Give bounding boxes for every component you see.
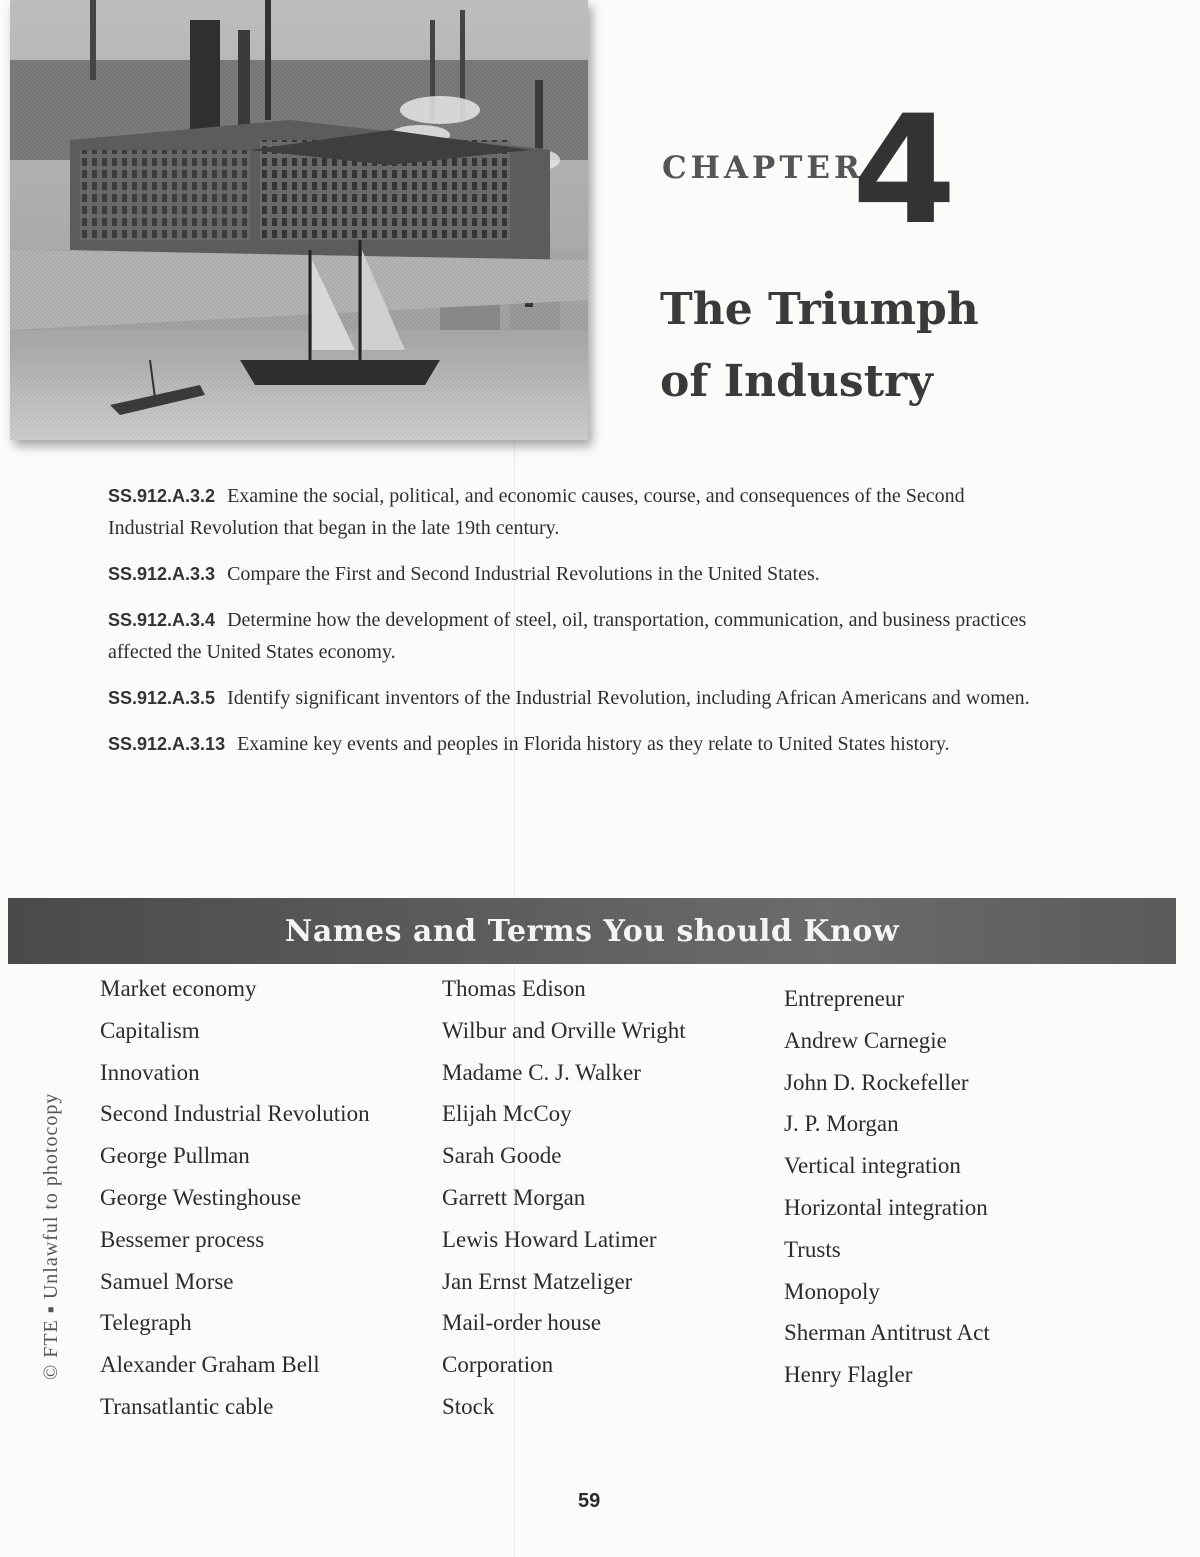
chapter-title [660,274,979,418]
page-number: 59 [578,1490,601,1512]
term-item: Entrepreneur [784,986,905,1011]
term-item: Thomas Edison [442,976,586,1001]
standard-code: SS.912.A.3.13 [108,734,226,754]
term-item: Stock [442,1393,495,1419]
term-item: Samuel Morse [100,1268,234,1294]
standard-item [108,558,1043,590]
term-item: Horizontal integration [784,1194,988,1220]
term-item: Transatlantic cable [100,1393,274,1419]
term-item: Vertical integration [784,1153,961,1179]
term-item: Alexander Graham Bell [100,1352,320,1378]
standards-list [108,480,1043,774]
standard-item [108,728,1043,760]
terms-column-3 [784,978,990,1396]
term-item: Mail-order house [442,1310,602,1336]
term-item: Jan Ernst Matzeliger [442,1268,633,1294]
term-item: Elijah McCoy [442,1101,572,1127]
standard-text: Determine how the development of steel, oil, transportation, communication, and business practices affected the United States economy. [108,609,1027,663]
standard-code: SS.912.A.3.4 [108,610,216,630]
standard-code: SS.912.A.3.2 [108,486,216,506]
term-item: Capitalism [100,1017,200,1043]
standard-code: SS.912.A.3.5 [108,688,216,708]
chapter-title-line-1: The Triumph [660,284,979,335]
term-item: Madame C. J. Walker [442,1059,641,1085]
term-item: Market economy [100,976,257,1001]
term-item: Monopoly [784,1278,880,1304]
term-item: Trusts [784,1236,841,1262]
standard-item [108,480,1043,544]
term-item: Bessemer process [100,1226,265,1252]
term-item: Corporation [442,1352,554,1378]
terms-banner [8,898,1176,964]
copyright-side-note: © FTE ▪ Unlawful to photocopy [40,1092,62,1380]
term-item: Second Industrial Revolution [100,1101,370,1127]
standard-item [108,604,1043,668]
term-item: Henry Flagler [784,1362,913,1388]
term-item: Andrew Carnegie [784,1027,947,1053]
terms-banner-title: Names and Terms You should Know [284,913,900,949]
chapter-title-line-2: of Industry [660,356,933,407]
term-item: J. P. Morgan [784,1111,899,1137]
chapter-label: CHAPTER [662,150,864,186]
standard-code: SS.912.A.3.3 [108,564,216,584]
term-item: Garrett Morgan [442,1184,586,1210]
term-item: Sherman Antitrust Act [784,1320,990,1346]
chapter-number: 4 [852,84,957,258]
standard-text: Compare the First and Second Industrial Revolutions in the United States. [227,563,820,585]
term-item: Lewis Howard Latimer [442,1226,657,1252]
standard-text: Examine the social, political, and economic causes, course, and consequences of the Second Industrial Revolution that began in the late 19th century. [108,485,965,539]
factory-illustration [10,0,588,440]
standard-text: Examine key events and peoples in Florida history as they relate to United States history. [237,733,950,755]
terms-column-2 [442,968,686,1428]
term-item: Telegraph [100,1310,192,1336]
term-item: Sarah Goode [442,1143,562,1169]
term-item: Wilbur and Orville Wright [442,1017,686,1043]
term-item: Innovation [100,1059,200,1085]
term-item: George Pullman [100,1143,250,1169]
standard-text: Identify significant inventors of the Industrial Revolution, including African Americans and women. [227,687,1030,709]
standard-item [108,682,1043,714]
terms-column-1 [100,968,370,1428]
term-item: John D. Rockefeller [784,1069,969,1095]
term-item: George Westinghouse [100,1184,302,1210]
